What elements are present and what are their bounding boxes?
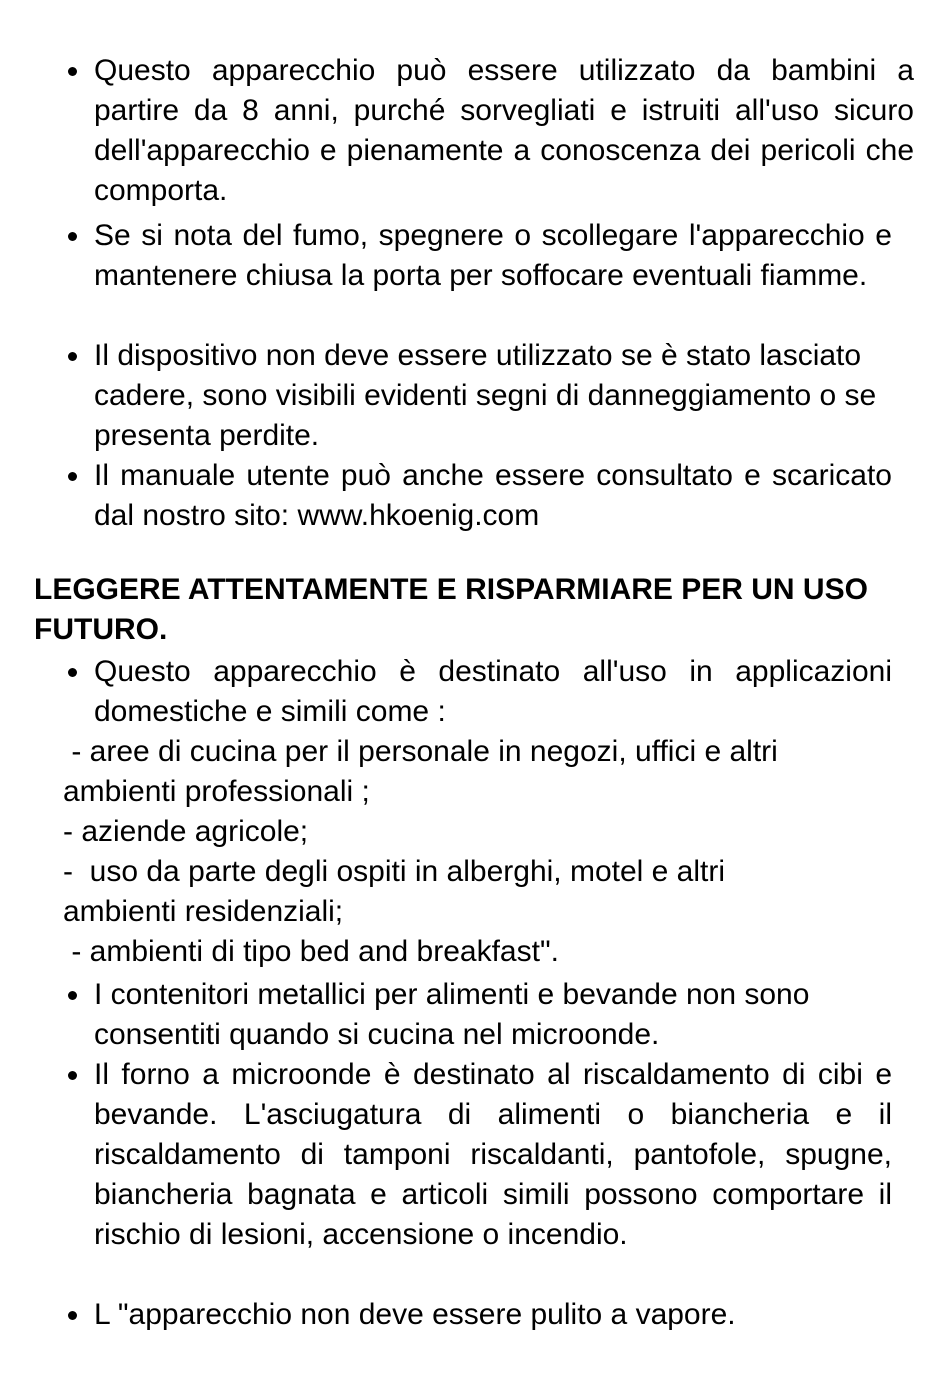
list-item: [94, 216, 892, 336]
usage-context-line: - aree di cucina per il personale in negozi, uffici e altri: [63, 735, 778, 768]
list-item: [94, 456, 892, 536]
bullet-dot-icon: [65, 975, 85, 1015]
list-item-text: Se si nota del fumo, spegnere o scollegare l'apparecchio e mantenere chiusa la porta per soffocare eventuali fiamme.: [94, 219, 892, 292]
usage-list: [94, 652, 892, 732]
bullet-dot-icon: [65, 652, 85, 692]
list-item: [94, 1295, 892, 1335]
bullet-dot-icon: [65, 456, 85, 496]
list-item-text: I contenitori metallici per alimenti e bevande non sono consentiti quando si cucina nel microonde.: [94, 978, 810, 1051]
usage-context-line: ambienti residenziali;: [63, 895, 344, 928]
usage-context-line: ambienti professionali ;: [63, 775, 370, 808]
safety-list-second: [94, 216, 892, 536]
bullet-dot-icon: [65, 1055, 85, 1095]
list-item-text: Il dispositivo non deve essere utilizzato se è stato lasciato cadere, sono visibili evidenti segni di danneggiamento o se presenta perdite.: [94, 339, 877, 452]
usage-context-line: - aziende agricole;: [63, 815, 309, 848]
list-item: [94, 652, 892, 732]
list-item-text: Il forno a microonde è destinato al riscaldamento di cibi e bevande. L'asciugatura di alimenti o biancheria e il riscaldamento di tamponi riscaldanti, pantofole, spugne, biancheria bagnata e articoli simili possono comportare il rischio di lesioni, accensione o incendio.: [94, 1058, 892, 1251]
bullet-dot-icon: [65, 51, 85, 91]
list-item: [94, 336, 892, 456]
bullet-dot-icon: [65, 1295, 85, 1335]
list-item-text: Questo apparecchio è destinato all'uso in applicazioni domestiche e simili come :: [94, 655, 892, 728]
safety-list-bottom: [94, 975, 892, 1335]
list-item: [94, 975, 892, 1055]
section-heading: LEGGERE ATTENTAMENTE E RISPARMIARE PER UN USO FUTURO.: [34, 573, 868, 646]
list-item: [94, 51, 914, 211]
list-item: [94, 1055, 892, 1295]
usage-context-line: - ambienti di tipo bed and breakfast".: [63, 935, 559, 968]
list-item-text: Il manuale utente può anche essere consultato e scaricato dal nostro sito: www.hkoenig.com: [94, 459, 892, 532]
list-item-text: Questo apparecchio può essere utilizzato da bambini a partire da 8 anni, purché sorvegliati e istruiti all'uso sicuro dell'apparecchio e pienamente a conoscenza dei pericoli che comporta.: [94, 54, 914, 207]
usage-contexts: [63, 732, 903, 972]
list-item-text: L "apparecchio non deve essere pulito a vapore.: [94, 1298, 736, 1331]
bullet-dot-icon: [65, 336, 85, 376]
safety-list-top: [94, 51, 914, 211]
usage-context-line: - uso da parte degli ospiti in alberghi, motel e altri: [63, 855, 726, 888]
bullet-dot-icon: [65, 216, 85, 256]
